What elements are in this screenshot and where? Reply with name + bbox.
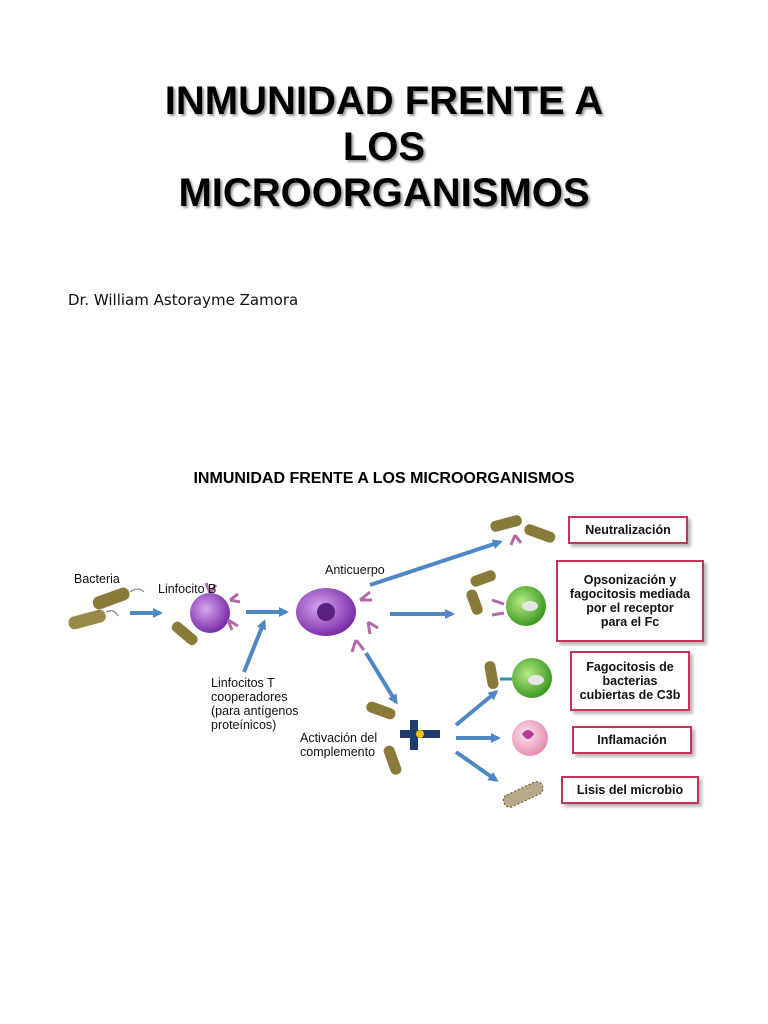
lysed-bacterium-icon: [501, 780, 545, 810]
outcome-opsonizacion: [556, 560, 704, 642]
outcome-opsonizacion-line-3: por el receptor: [586, 601, 674, 615]
title-line-3: MICROORGANISMOS: [178, 171, 590, 215]
outcome-lisis: [561, 776, 699, 804]
title-line-1: INMUNIDAD FRENTE A: [164, 79, 604, 123]
outcome-inflamacion: [572, 726, 692, 754]
author-name: Dr. William Astorayme Zamora: [68, 291, 299, 309]
outcome-lisis-text: Lisis del microbio: [576, 783, 684, 797]
label-linfocito-b: Linfocito B: [158, 582, 217, 596]
outcome-inflamacion-text: Inflamación: [597, 733, 667, 747]
label-activacion-complemento: [300, 731, 377, 759]
label-linfocitos-t: [211, 676, 299, 732]
label-activacion-line-2: complemento: [300, 745, 376, 759]
outcome-neutralizacion: [568, 516, 688, 544]
label-linfocitos-t-line-3: (para antígenos: [211, 704, 299, 718]
label-anticuerpo: Anticuerpo: [325, 563, 385, 577]
plasma-cell-icon: [296, 588, 378, 652]
outcome-opsonizacion-line-2: fagocitosis mediada: [569, 587, 691, 601]
label-bacteria: Bacteria: [74, 572, 120, 586]
arrow-t-helper: [244, 622, 264, 672]
outcome-fagocitosis-line-1: Fagocitosis de: [586, 660, 674, 674]
bacteria-icon: [67, 586, 144, 631]
inflammation-cell-icon: [512, 720, 548, 756]
outcome-fagocitosis-line-3: cubiertas de C3b: [579, 688, 681, 702]
label-activacion-line-1: Activación del: [300, 731, 378, 745]
arrow-lysis: [456, 752, 496, 780]
diagram-title: INMUNIDAD FRENTE A LOS MICROORGANISMOS: [193, 470, 575, 487]
label-linfocitos-t-line-1: Linfocitos T: [211, 676, 275, 690]
label-linfocitos-t-line-2: cooperadores: [211, 690, 288, 704]
outcome-opsonizacion-line-4: para el Fc: [600, 615, 660, 629]
title-line-2: LOS: [342, 125, 426, 169]
outcome-fagocitosis-c3b: [570, 651, 690, 711]
outcome-neutralizacion-text: Neutralización: [585, 523, 671, 537]
outcome-fagocitosis-line-2: bacterias: [602, 674, 658, 688]
label-linfocitos-t-line-4: proteínicos): [211, 718, 277, 732]
arrow-c3b: [456, 692, 496, 725]
outcome-opsonizacion-line-1: Opsonización y: [583, 573, 677, 587]
arrow-complement: [366, 653, 396, 702]
phagocyte-fc-icon: [465, 569, 546, 626]
